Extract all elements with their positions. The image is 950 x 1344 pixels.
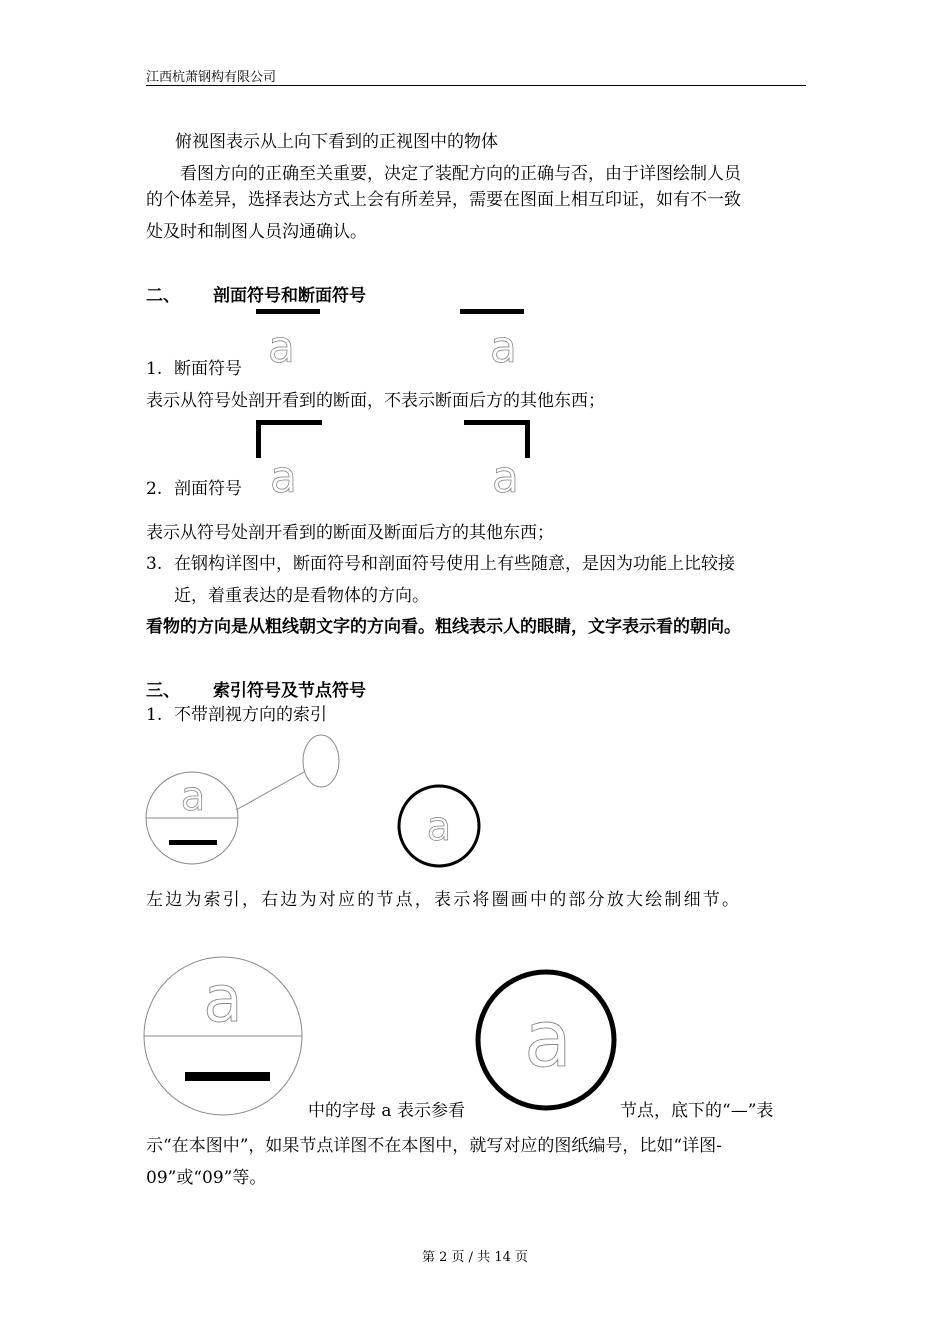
explain-line-3: 09”或“09”等。 — [146, 1168, 267, 1188]
explain-text-a: 中的字母 a 表示参看 — [308, 1101, 465, 1121]
index-bar — [169, 840, 217, 845]
section-3-number: 三、 — [146, 681, 180, 701]
item-2-label: 剖面符号 — [174, 479, 242, 499]
section-3-item-1-number: 1. — [146, 705, 163, 725]
item-3-line-1: 在钢构详图中，断面符号和剖面符号使用上有些随意，是因为功能上比较接 — [174, 554, 735, 574]
section-symbol-letter-left: a — [268, 322, 295, 373]
item-3-line-2: 近，着重表达的是看物体的方向。 — [174, 586, 429, 606]
section-symbol-bar-right — [460, 309, 524, 314]
index-symbol-diagram — [140, 730, 350, 870]
cut-symbol-tick-right — [525, 420, 530, 458]
explain-text-b: 节点，底下的“—”表 — [620, 1101, 774, 1121]
cut-symbol-top-left — [256, 420, 322, 425]
page-footer: 第 2 页 / 共 14 页 — [422, 1250, 528, 1265]
section-3-item-1-label: 不带剖视方向的索引 — [174, 705, 327, 725]
section-2-number: 二、 — [146, 286, 180, 306]
intro-line: 俯视图表示从上向下看到的正视图中的物体 — [175, 132, 498, 152]
index-leader-line — [236, 772, 304, 810]
intro-paragraph-line-3: 处及时和制图人员沟通确认。 — [146, 222, 367, 242]
item-2-description: 表示从符号处剖开看到的断面及断面后方的其他东西； — [146, 523, 554, 543]
cut-symbol-top-right — [464, 420, 530, 425]
index-description: 左边为索引，右边为对应的节点，表示将圈画中的部分放大绘制细节。 — [146, 890, 742, 910]
header-company: 江西杭萧钢构有限公司 — [146, 70, 277, 85]
detail-target-ellipse — [303, 735, 339, 787]
cut-symbol-tick-left — [256, 420, 261, 458]
detail-symbol-large — [472, 966, 620, 1114]
detail-large-letter: a — [524, 995, 572, 1085]
index-large-bar — [185, 1072, 270, 1081]
detail-symbol-small — [395, 782, 485, 872]
bold-note: 看物的方向是从粗线朝文字的方向看。粗线表示人的眼睛，文字表示看的朝向。 — [146, 617, 741, 637]
cut-symbol-letter-right: a — [492, 452, 519, 503]
item-1-description: 表示从符号处剖开看到的断面，不表示断面后方的其他东西； — [146, 391, 605, 411]
index-symbol-large — [140, 953, 310, 1123]
item-2-number: 2. — [146, 479, 163, 499]
intro-paragraph-line-1: 看图方向的正确至关重要，决定了装配方向的正确与否，由于详图绘制人员 — [180, 164, 741, 184]
intro-paragraph-line-2: 的个体差异，选择表达方式上会有所差异，需要在图面上相互印证，如有不一致 — [146, 190, 741, 210]
section-symbol-letter-right: a — [490, 322, 517, 373]
section-symbol-bar-left — [256, 309, 320, 314]
cut-symbol-letter-left: a — [270, 452, 297, 503]
index-large-letter: a — [203, 963, 243, 1037]
index-letter: a — [180, 774, 206, 820]
item-1-number: 1. — [146, 359, 163, 379]
section-2-title: 剖面符号和断面符号 — [213, 286, 366, 306]
explain-line-2: 示“在本图中”，如果节点详图不在本图中，就写对应的图纸编号，比如“详图- — [146, 1136, 722, 1156]
header-divider — [146, 85, 806, 86]
detail-letter: a — [426, 804, 452, 850]
item-1-label: 断面符号 — [174, 359, 242, 379]
section-3-title: 索引符号及节点符号 — [213, 681, 366, 701]
item-3-number: 3. — [146, 554, 163, 574]
